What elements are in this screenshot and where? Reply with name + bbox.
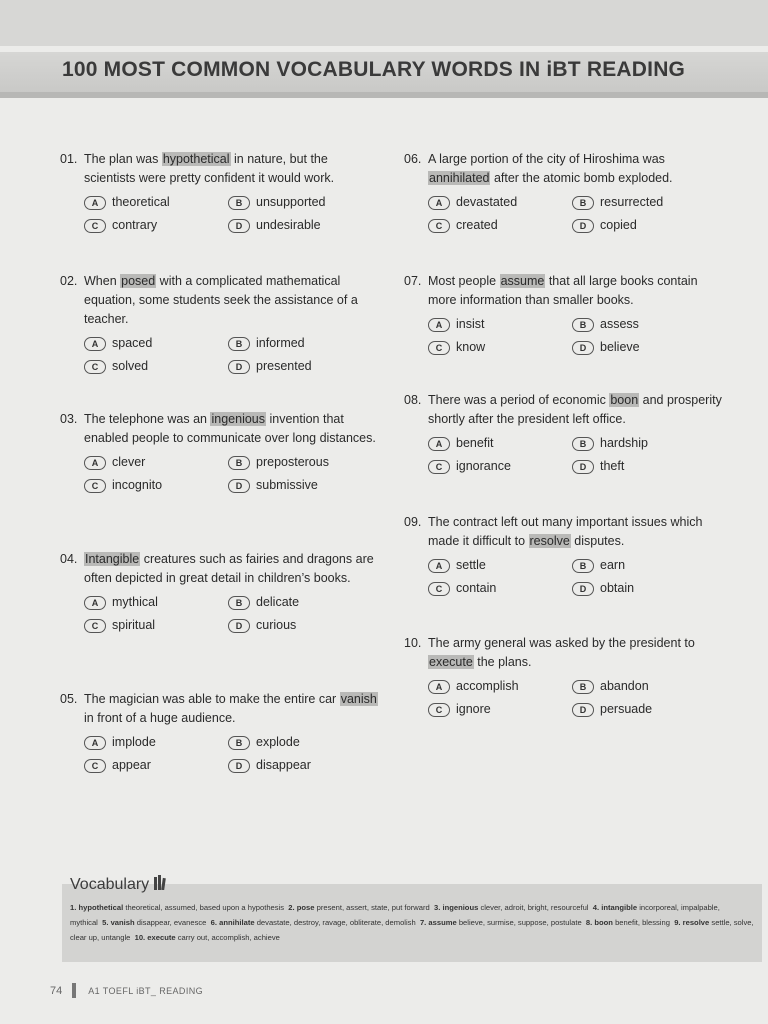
question-text [60, 550, 380, 588]
question-05 [60, 690, 380, 775]
option-label: benefit [456, 436, 494, 450]
vocab-entry-number: 9. [674, 918, 681, 927]
answer-option-a[interactable] [84, 733, 224, 752]
vocab-entry-word: ingenious [442, 903, 479, 912]
question-body [84, 272, 380, 329]
answer-option-c[interactable] [428, 338, 568, 357]
question-text [404, 513, 724, 551]
question-text-after: creatures such as fairies and dragons are often depicted in great detail in children’s books. [84, 552, 374, 585]
question-text-after: the plans. [473, 655, 532, 669]
top-edge-shadow [0, 0, 768, 46]
option-d-bubble-icon[interactable]: D [228, 219, 250, 233]
option-label: created [456, 218, 498, 232]
question-06 [404, 150, 724, 235]
question-body [428, 391, 724, 429]
page-footer [50, 983, 203, 998]
answer-option-b[interactable] [228, 193, 368, 212]
question-body [428, 272, 724, 310]
option-c-bubble-icon[interactable]: C [84, 360, 106, 374]
question-01 [60, 150, 380, 235]
option-c-bubble-icon[interactable]: C [428, 582, 450, 596]
vocabulary-heading [70, 874, 167, 895]
answer-options [84, 453, 380, 495]
answer-option-d[interactable] [572, 700, 712, 719]
option-c-bubble-icon[interactable]: C [428, 219, 450, 233]
option-label: submissive [256, 478, 318, 492]
answer-option-c[interactable] [84, 756, 224, 775]
option-d-bubble-icon[interactable]: D [228, 479, 250, 493]
vocab-entry-definition: settle, solve, clear up, untangle [70, 918, 754, 942]
question-10 [404, 634, 724, 719]
question-number: 09. [404, 515, 422, 529]
question-text-after: after the atomic bomb exploded. [490, 171, 673, 185]
answer-option-d[interactable] [572, 338, 712, 357]
question-text [60, 150, 380, 188]
question-number: 07. [404, 274, 422, 288]
answer-option-d[interactable] [572, 216, 712, 235]
option-d-bubble-icon[interactable]: D [572, 582, 594, 596]
option-d-bubble-icon[interactable]: D [572, 341, 594, 355]
answer-options [84, 193, 380, 235]
vocab-entry-word: hypothetical [78, 903, 124, 912]
question-03 [60, 410, 380, 495]
option-label: contain [456, 581, 497, 595]
answer-option-b[interactable] [572, 556, 712, 575]
option-label: presented [256, 359, 312, 373]
vocab-entry-number: 4. [592, 903, 600, 912]
question-text [404, 272, 724, 310]
answer-option-a[interactable] [428, 677, 568, 696]
question-text-before: The plan was [84, 152, 162, 166]
answer-option-a[interactable] [84, 334, 224, 353]
option-label: know [456, 340, 486, 354]
option-b-bubble-icon[interactable]: B [228, 596, 250, 610]
answer-options [84, 733, 380, 775]
option-label: ignore [456, 702, 491, 716]
option-a-bubble-icon[interactable]: A [428, 196, 450, 210]
option-c-bubble-icon[interactable]: C [428, 703, 450, 717]
option-label: explode [256, 735, 300, 749]
question-text-before: When [84, 274, 121, 288]
question-02 [60, 272, 380, 376]
vocab-entry-word: assume [428, 918, 457, 927]
question-body [428, 150, 724, 188]
option-c-bubble-icon[interactable]: C [84, 479, 106, 493]
option-label: solved [112, 359, 149, 373]
answer-option-a[interactable] [428, 193, 568, 212]
answer-option-d[interactable] [228, 756, 368, 775]
vocab-entry-number: 5. [102, 918, 109, 927]
page-number: 74 [50, 984, 63, 997]
question-text [60, 272, 380, 329]
answer-options [84, 334, 380, 376]
question-number: 08. [404, 393, 422, 407]
option-label: spiritual [112, 618, 156, 632]
option-c-bubble-icon[interactable]: C [84, 619, 106, 633]
option-label: spaced [112, 336, 153, 350]
option-label: delicate [256, 595, 300, 609]
question-04 [60, 550, 380, 635]
option-c-bubble-icon[interactable]: C [84, 219, 106, 233]
option-d-bubble-icon[interactable]: D [572, 219, 594, 233]
vocab-entry-definition: carry out, accomplish, achieve [177, 933, 280, 942]
question-body [84, 550, 380, 588]
vocab-entry-word: annihilate [219, 918, 255, 927]
option-d-bubble-icon[interactable]: D [228, 759, 250, 773]
answer-options [84, 593, 380, 635]
option-label: preposterous [256, 455, 329, 469]
vocab-entry-definition: incorporeal, impalpable, mythical [70, 903, 720, 927]
answer-option-b[interactable] [572, 434, 712, 453]
question-text-before: Most people [428, 274, 500, 288]
answer-option-a[interactable] [84, 453, 224, 472]
option-a-bubble-icon[interactable]: A [428, 318, 450, 332]
question-07 [404, 272, 724, 357]
answer-option-a[interactable] [428, 315, 568, 334]
option-c-bubble-icon[interactable]: C [84, 759, 106, 773]
vocab-entry-definition: disappear, evanesce [136, 918, 207, 927]
vocab-entry-definition: theoretical, assumed, based upon a hypothesis [125, 903, 285, 912]
option-c-bubble-icon[interactable]: C [428, 460, 450, 474]
vocab-entry-definition: benefit, blessing [615, 918, 670, 927]
question-number: 04. [60, 552, 78, 566]
vocab-entry-definition: clever, adroit, bright, resourceful [480, 903, 589, 912]
option-label: ignorance [456, 459, 511, 473]
question-text-after: in front of a huge audience. [84, 711, 236, 725]
option-a-bubble-icon[interactable]: A [84, 456, 106, 470]
answer-option-a[interactable] [84, 193, 224, 212]
vocab-entry-word: execute [147, 933, 176, 942]
option-label: undesirable [256, 218, 321, 232]
question-text-after: that all large books contain more information than smaller books. [428, 274, 698, 307]
option-d-bubble-icon[interactable]: D [228, 360, 250, 374]
answer-option-c[interactable] [84, 616, 224, 635]
footer-divider [72, 983, 76, 998]
answer-options [428, 556, 724, 598]
question-text-before: The contract left out many important issues which made it difficult to [428, 515, 703, 548]
question-text [404, 150, 724, 188]
vocabulary-heading-text: Vocabulary [70, 875, 150, 893]
question-text [60, 410, 380, 448]
question-09 [404, 513, 724, 598]
option-a-bubble-icon[interactable]: A [428, 680, 450, 694]
question-text [404, 634, 724, 672]
title-banner [0, 52, 768, 98]
option-label: appear [112, 758, 151, 772]
answer-option-c[interactable] [84, 476, 224, 495]
option-b-bubble-icon[interactable]: B [228, 456, 250, 470]
answer-options [428, 193, 724, 235]
option-d-bubble-icon[interactable]: D [228, 619, 250, 633]
page-title: 100 MOST COMMON VOCABULARY WORDS IN iBT READING [62, 58, 686, 81]
vocab-entry-word: intangible [601, 903, 638, 912]
answer-option-a[interactable] [84, 593, 224, 612]
vocabulary-definitions [70, 900, 758, 945]
option-label: obtain [600, 581, 635, 595]
option-a-bubble-icon[interactable]: A [84, 196, 106, 210]
option-label: devastated [456, 195, 518, 209]
answer-option-d[interactable] [228, 476, 368, 495]
option-label: implode [112, 735, 156, 749]
option-a-bubble-icon[interactable]: A [84, 596, 106, 610]
question-body [84, 150, 380, 188]
option-label: unsupported [256, 195, 326, 209]
answer-option-a[interactable] [428, 556, 568, 575]
option-label: copied [600, 218, 637, 232]
question-text-after: and prosperity shortly after the president left office. [428, 393, 722, 426]
option-b-bubble-icon[interactable]: B [572, 196, 594, 210]
option-b-bubble-icon[interactable]: B [572, 318, 594, 332]
answer-options [428, 315, 724, 357]
question-number: 10. [404, 636, 422, 650]
highlighted-word: ingenious [211, 412, 265, 426]
option-label: mythical [112, 595, 158, 609]
vocab-entry-number: 3. [433, 903, 441, 912]
answer-options [428, 434, 724, 476]
option-label: incognito [112, 478, 163, 492]
option-label: accomplish [456, 679, 519, 693]
question-text-after: in nature, but the scientists were pretty confident it would work. [84, 152, 335, 185]
option-b-bubble-icon[interactable]: B [228, 337, 250, 351]
vocab-entry-definition: present, assert, state, put forward [316, 903, 430, 912]
question-text-before: A large portion of the city of Hiroshima was [428, 152, 665, 166]
book-title: A1 TOEFL iBT_ READING [88, 985, 204, 996]
vocab-entry-word: pose [296, 903, 315, 912]
question-text-before: There was a period of economic [428, 393, 610, 407]
highlighted-word: posed [121, 274, 156, 288]
answer-option-d[interactable] [228, 357, 368, 376]
option-label: resurrected [600, 195, 664, 209]
question-text-after: with a complicated mathematical equation, some students seek the assistance of a teacher. [84, 274, 358, 326]
question-body [428, 513, 724, 551]
option-label: informed [256, 336, 305, 350]
question-text-after: invention that enabled people to communicate over long distances. [84, 412, 376, 445]
option-a-bubble-icon[interactable]: A [428, 559, 450, 573]
answer-option-c[interactable] [428, 700, 568, 719]
answer-option-b[interactable] [572, 677, 712, 696]
vocab-entry-number: 6. [210, 918, 217, 927]
option-b-bubble-icon[interactable]: B [572, 559, 594, 573]
option-b-bubble-icon[interactable]: B [572, 680, 594, 694]
question-text-before: The magician was able to make the entire car [84, 692, 340, 706]
vocab-entry-word: vanish [110, 918, 135, 927]
answer-option-b[interactable] [572, 193, 712, 212]
highlighted-word: Intangible [85, 552, 140, 566]
option-label: persuade [600, 702, 653, 716]
answer-option-d[interactable] [572, 457, 712, 476]
option-b-bubble-icon[interactable]: B [572, 437, 594, 451]
question-text-before: The telephone was an [84, 412, 211, 426]
answer-option-b[interactable] [228, 733, 368, 752]
option-label: abandon [600, 679, 649, 693]
highlighted-word: annihilated [429, 171, 490, 185]
option-a-bubble-icon[interactable]: A [428, 437, 450, 451]
answer-option-c[interactable] [428, 457, 568, 476]
option-b-bubble-icon[interactable]: B [228, 736, 250, 750]
answer-option-d[interactable] [228, 216, 368, 235]
option-d-bubble-icon[interactable]: D [572, 460, 594, 474]
question-number: 06. [404, 152, 422, 166]
vocab-entry-definition: believe, surmise, suppose, postulate [458, 918, 582, 927]
option-c-bubble-icon[interactable]: C [428, 341, 450, 355]
vocab-entry-number: 8. [585, 918, 593, 927]
highlighted-word: execute [429, 655, 473, 669]
highlighted-word: hypothetical [162, 152, 230, 166]
option-label: insist [456, 317, 485, 331]
option-label: curious [256, 618, 297, 632]
answer-option-b[interactable] [572, 315, 712, 334]
vocab-entry-number: 1. [70, 903, 77, 912]
books-icon [153, 874, 167, 895]
vocab-entry-word: boon [594, 918, 613, 927]
vocab-entry-definition: devastate, destroy, ravage, obliterate, demolish [256, 918, 416, 927]
question-text-before: The army general was asked by the president to [428, 636, 695, 650]
option-label: disappear [256, 758, 311, 772]
question-number: 02. [60, 274, 78, 288]
option-label: earn [600, 558, 626, 572]
option-b-bubble-icon[interactable]: B [228, 196, 250, 210]
answer-option-b[interactable] [228, 334, 368, 353]
option-d-bubble-icon[interactable]: D [572, 703, 594, 717]
answer-option-d[interactable] [228, 616, 368, 635]
answer-option-c[interactable] [428, 579, 568, 598]
question-number: 05. [60, 692, 78, 706]
question-text [60, 690, 380, 728]
vocab-entry-number: 7. [419, 918, 427, 927]
option-label: theft [600, 459, 625, 473]
vocab-entry-word: resolve [682, 918, 710, 927]
answer-option-c[interactable] [84, 357, 224, 376]
highlighted-word: assume [500, 274, 545, 288]
question-08 [404, 391, 724, 476]
question-text [404, 391, 724, 429]
question-number: 01. [60, 152, 78, 166]
question-body [84, 690, 380, 728]
answer-option-c[interactable] [84, 216, 224, 235]
question-body [84, 410, 380, 448]
option-label: hardship [600, 436, 648, 450]
answer-options [428, 677, 724, 719]
option-label: contrary [112, 218, 158, 232]
option-label: believe [600, 340, 640, 354]
option-a-bubble-icon[interactable]: A [84, 736, 106, 750]
answer-option-d[interactable] [572, 579, 712, 598]
vocab-entry-number: 10. [134, 933, 146, 942]
answer-option-a[interactable] [428, 434, 568, 453]
vocab-entry-number: 2. [288, 903, 295, 912]
question-text-after: disputes. [570, 534, 625, 548]
highlighted-word: boon [610, 393, 639, 407]
highlighted-word: resolve [529, 534, 570, 548]
option-label: settle [456, 558, 486, 572]
answer-option-b[interactable] [228, 593, 368, 612]
answer-option-b[interactable] [228, 453, 368, 472]
question-body [428, 634, 724, 672]
highlighted-word: vanish [340, 692, 377, 706]
option-a-bubble-icon[interactable]: A [84, 337, 106, 351]
question-number: 03. [60, 412, 78, 426]
option-label: theoretical [112, 195, 170, 209]
option-label: clever [112, 455, 146, 469]
option-label: assess [600, 317, 639, 331]
answer-option-c[interactable] [428, 216, 568, 235]
